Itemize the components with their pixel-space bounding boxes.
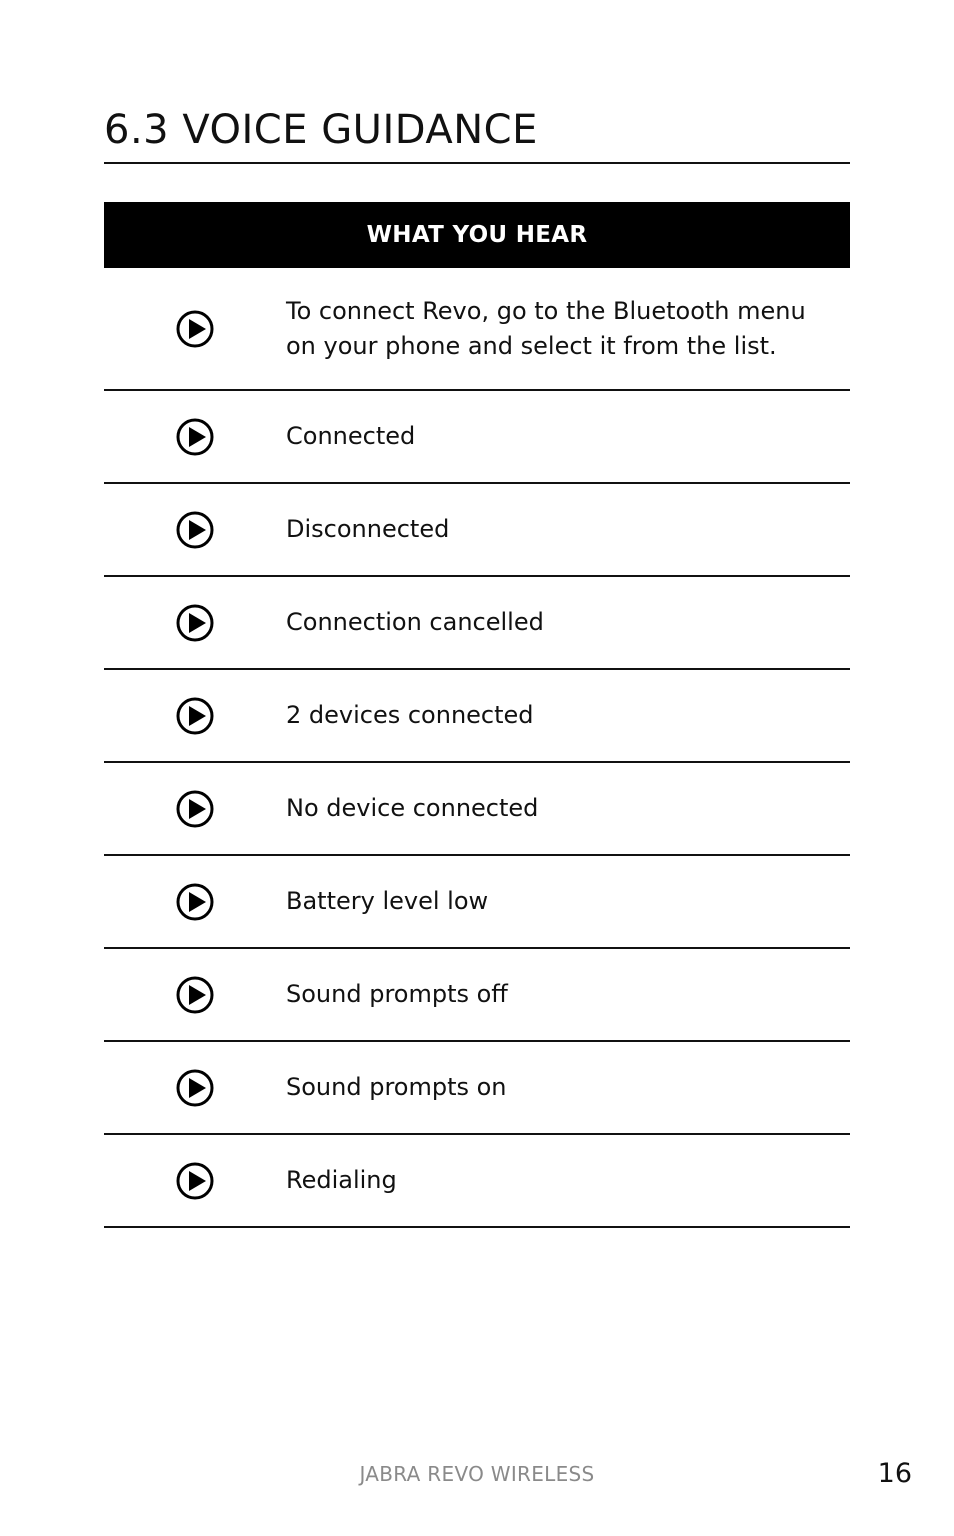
row-text: Connection cancelled [286,608,544,636]
table-header: WHAT YOU HEAR [104,202,850,268]
table-row [104,268,850,391]
play-circle-icon [104,882,286,922]
row-text: 2 devices connected [286,701,534,729]
play-circle-icon [104,309,286,349]
row-text: Sound prompts off [286,980,508,1008]
table-row [104,856,850,949]
row-text: Disconnected [286,515,450,543]
footer-brand: JABRA REVO WIRELESS [359,1462,595,1486]
row-text: Redialing [286,1166,397,1194]
table-row [104,670,850,763]
table-row [104,391,850,484]
title-divider [104,162,850,164]
table-row [104,1135,850,1228]
play-circle-icon [104,975,286,1015]
table-row [104,484,850,577]
page-title: 6.3 VOICE GUIDANCE [104,107,538,153]
play-circle-icon [104,696,286,736]
play-circle-icon [104,1161,286,1201]
row-text: To connect Revo, go to the Bluetooth menu on your phone and select it from the list. [286,296,806,360]
table-row [104,949,850,1042]
play-circle-icon [104,1068,286,1108]
row-text: No device connected [286,794,539,822]
play-circle-icon [104,510,286,550]
row-text: Battery level low [286,887,489,915]
play-circle-icon [104,603,286,643]
table-row [104,763,850,856]
play-circle-icon [104,789,286,829]
play-circle-icon [104,417,286,457]
row-text: Connected [286,422,416,450]
table-row [104,577,850,670]
table-row [104,1042,850,1135]
voice-guidance-table [104,202,850,1228]
row-text: Sound prompts on [286,1073,507,1101]
page-number: 16 [877,1458,912,1489]
